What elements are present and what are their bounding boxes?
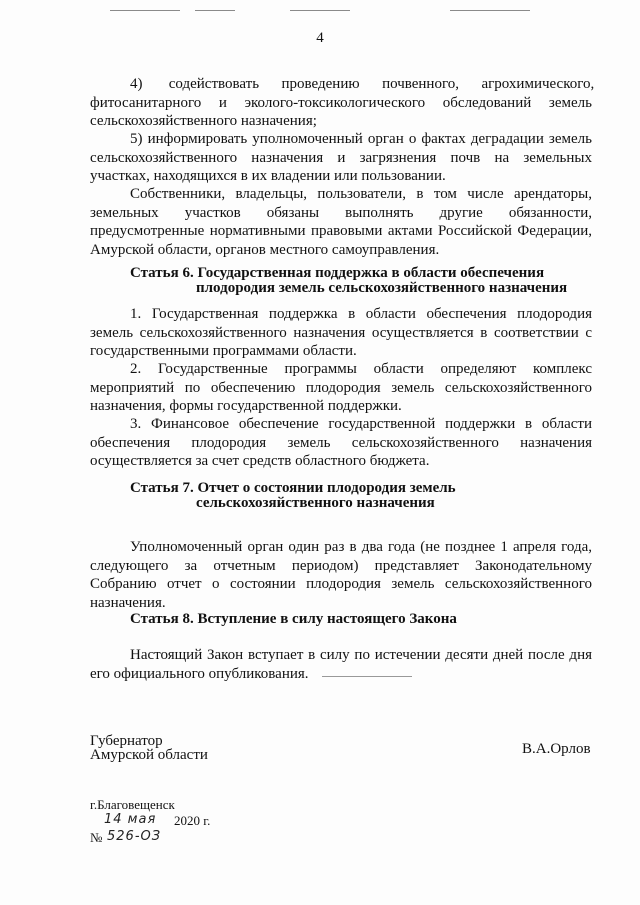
article-7-title-line-1: Статья 7. Отчет о состоянии плодородия земель bbox=[130, 480, 456, 496]
scan-edge-line bbox=[195, 10, 235, 11]
page-number: 4 bbox=[316, 30, 324, 46]
footer-city: г.Благовещенск bbox=[90, 797, 175, 812]
article-6-paragraph-3: 3. Финансовое обеспечение государственной поддержки в области обеспечения плодородия земель сельскохозяйственного назначения осуществляется за счет средств областного бюджета. bbox=[90, 416, 592, 469]
scan-edge-line bbox=[290, 10, 350, 11]
footer-year: 2020 г. bbox=[174, 813, 211, 828]
scan-trail-line bbox=[322, 676, 412, 677]
scan-edge-line bbox=[450, 10, 530, 11]
footer-number-prefix: № bbox=[90, 830, 103, 845]
scan-edge-line bbox=[110, 10, 180, 11]
handwritten-date: 14 мая bbox=[104, 812, 157, 827]
paragraph-owners-duties: Собственники, владельцы, пользователи, в том числе арендаторы, земельных участков обязаны выполнять другие обязанности, предусмотренные нормативными правовыми актами Российской Федерации, Амурской области, органов местного самоуправления. bbox=[90, 186, 592, 258]
article-8-title: Статья 8. Вступление в силу настоящего Закона bbox=[130, 611, 457, 627]
paragraph-item-4: 4) содействовать проведению почвенного, агрохимического, фитосанитарного и эколого-токсикологического обследований земель сельскохозяйственного назначения; bbox=[90, 76, 595, 129]
article-7-title-line-2: сельскохозяйственного назначения bbox=[196, 495, 435, 511]
article-8-paragraph-1: Настоящий Закон вступает в силу по истечении десяти дней после дня его официального опубликования. bbox=[90, 647, 592, 682]
article-7-paragraph-1: Уполномоченный орган один раз в два года (не позднее 1 апреля года, следующего за отчетным периодом) представляет Законодательному Собранию отчет о состоянии плодородия земель сельскохозяйственного назначения. bbox=[90, 539, 592, 611]
article-6-title-line-2: плодородия земель сельскохозяйственного назначения bbox=[196, 280, 568, 296]
paragraph-item-5: 5) информировать уполномоченный орган о фактах деградации земель сельскохозяйственного назначения и загрязнения почв на земельных участках, находящихся в их владении или пользовании. bbox=[90, 131, 592, 184]
article-6-paragraph-2: 2. Государственные программы области определяют комплекс мероприятий по обеспечению плодородия земель сельскохозяйственного назначения, формы государственной поддержки. bbox=[90, 361, 592, 414]
handwritten-number: 526-ОЗ bbox=[107, 829, 162, 844]
signatory-position-line-1: Губернатор bbox=[90, 733, 163, 749]
signatory-position-line-2: Амурской области bbox=[90, 747, 208, 763]
article-6-title-line-1: Статья 6. Государственная поддержка в области обеспечения bbox=[130, 265, 545, 281]
signatory-name: В.А.Орлов bbox=[522, 741, 591, 757]
article-6-paragraph-1: 1. Государственная поддержка в области обеспечения плодородия земель сельскохозяйственного назначения осуществляется в соответствии с государственными программами области. bbox=[90, 306, 592, 359]
